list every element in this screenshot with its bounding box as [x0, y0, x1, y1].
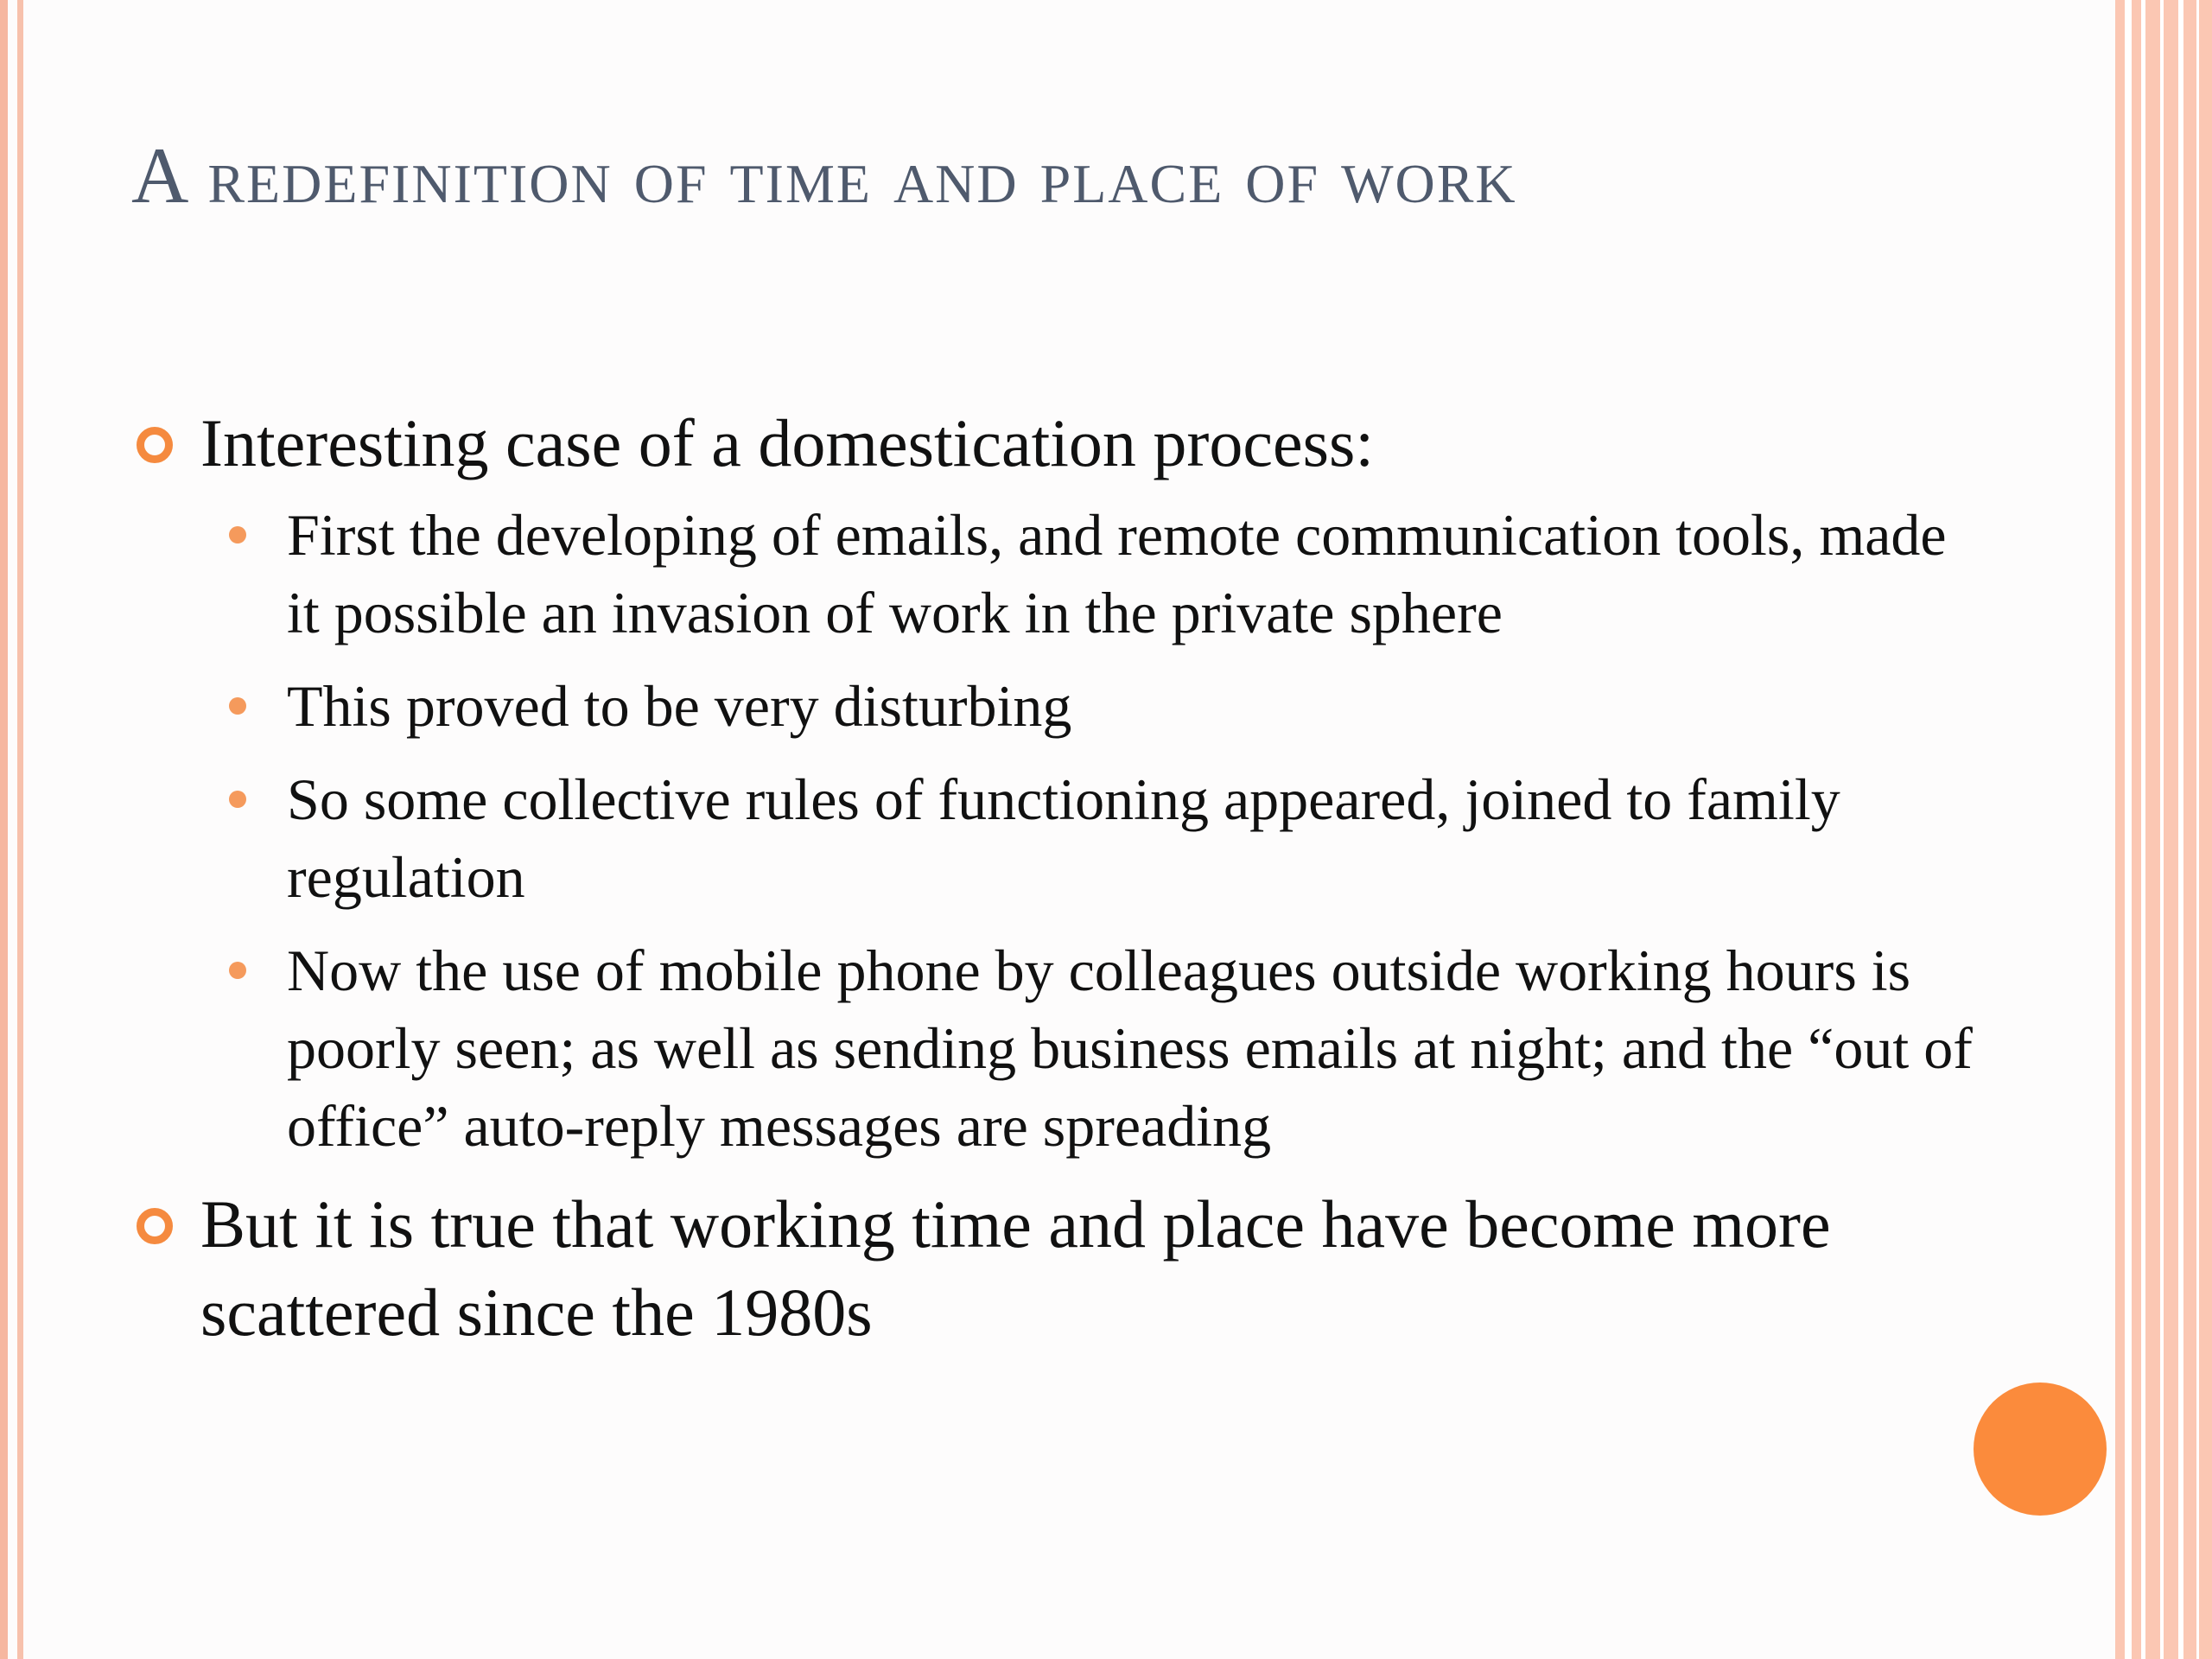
- dot-bullet-icon: [229, 962, 246, 979]
- right-border-line: [2160, 0, 2164, 1659]
- left-border-stripe: [0, 0, 8, 1659]
- bullet-level2: [131, 496, 1989, 652]
- bullet-level2: [131, 760, 1989, 916]
- bullet-text: Interesting case of a domestication process:: [200, 405, 1375, 480]
- sub-bullet-list: [131, 496, 1989, 1165]
- dot-bullet-icon: [229, 791, 246, 808]
- dot-bullet-icon: [229, 697, 246, 715]
- bullet-level2: [131, 667, 1989, 745]
- sub-bullet-text: So some collective rules of functioning appeared, joined to family regulation: [287, 766, 1840, 910]
- sub-bullet-text: First the developing of emails, and remote communication tools, made it possible an invasion of work in the private sphere: [287, 502, 1947, 645]
- ring-bullet-icon: [137, 427, 173, 463]
- sub-bullet-text: This proved to be very disturbing: [287, 673, 1072, 739]
- bullet-level2: [131, 931, 1989, 1165]
- right-border-line: [2141, 0, 2145, 1659]
- right-border-line: [2196, 0, 2199, 1659]
- sub-bullet-text: Now the use of mobile phone by colleagues outside working hours is poorly seen; as well as sending business emails at night; and the “out of office” auto-reply messages are spreading: [287, 938, 1973, 1159]
- decorative-circle: [1974, 1382, 2107, 1516]
- left-border-stripe-inner: [17, 0, 23, 1659]
- dot-bullet-icon: [229, 526, 246, 543]
- right-border-line: [2125, 0, 2132, 1659]
- slide-title: A redefinition of time and place of work: [131, 131, 1517, 219]
- bullet-level1: [131, 399, 1989, 487]
- slide-content: [131, 399, 1989, 1365]
- bullet-text: But it is true that working time and place have become more scattered since the 1980s: [200, 1186, 1831, 1350]
- right-border-line: [2178, 0, 2183, 1659]
- ring-bullet-icon: [137, 1208, 173, 1244]
- bullet-level1: [131, 1180, 1989, 1357]
